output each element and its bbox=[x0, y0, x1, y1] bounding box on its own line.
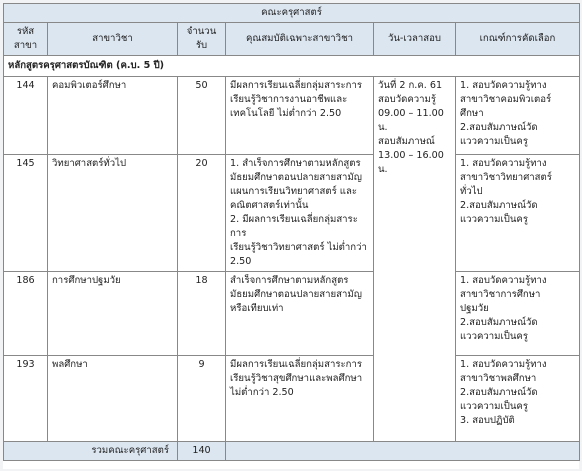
row-major: พลศึกษา bbox=[48, 356, 178, 442]
col-header-qualification: คุณสมบัติเฉพาะสาขาวิชา bbox=[226, 23, 374, 56]
table-row bbox=[4, 155, 580, 272]
faculty-header-row bbox=[4, 4, 580, 23]
col-header-code: รหัส สาขา bbox=[4, 23, 48, 56]
row-major: การศึกษาปฐมวัย bbox=[48, 272, 178, 356]
row-code: 144 bbox=[4, 77, 48, 155]
total-label: รวมคณะครุศาสตร์ bbox=[4, 442, 178, 461]
row-qualification: มีผลการเรียนเฉลี่ยกลุ่มสาระการ เรียนรู้วิชาการงานอาชีพและ เทคโนโลยี ไม่ต่ำกว่า 2.50 bbox=[226, 77, 374, 155]
admission-sheet bbox=[3, 3, 579, 469]
row-criteria: 1. สอบวัดความรู้ทาง สาขาวิชาการศึกษา ปฐมวัย 2.สอบสัมภาษณ์วัด แววความเป็นครู bbox=[456, 272, 580, 356]
row-quota: 20 bbox=[178, 155, 226, 272]
row-qualification: มีผลการเรียนเฉลี่ยกลุ่มสาระการ เรียนรู้วิชาสุขศึกษาและพลศึกษา ไม่ต่ำกว่า 2.50 bbox=[226, 356, 374, 442]
table-row bbox=[4, 272, 580, 356]
table-row bbox=[4, 77, 580, 155]
faculty-title: คณะครุศาสตร์ bbox=[4, 4, 580, 23]
admission-table bbox=[3, 3, 580, 461]
col-header-major: สาขาวิชา bbox=[48, 23, 178, 56]
row-major: คอมพิวเตอร์ศึกษา bbox=[48, 77, 178, 155]
total-row bbox=[4, 442, 580, 461]
row-quota: 18 bbox=[178, 272, 226, 356]
row-qualification: สำเร็จการศึกษาตามหลักสูตร มัธยมศึกษาตอนปลายสายสามัญ หรือเทียบเท่า bbox=[226, 272, 374, 356]
section-title: หลักสูตรครุศาสตรบัณฑิต (ค.บ. 5 ปี) bbox=[4, 56, 580, 77]
section-row bbox=[4, 56, 580, 77]
col-header-quota: จำนวน รับ bbox=[178, 23, 226, 56]
total-filler bbox=[226, 442, 580, 461]
table-row bbox=[4, 356, 580, 442]
total-value: 140 bbox=[178, 442, 226, 461]
row-quota: 9 bbox=[178, 356, 226, 442]
row-code: 145 bbox=[4, 155, 48, 272]
row-qualification: 1. สำเร็จการศึกษาตามหลักสูตร มัธยมศึกษาตอนปลายสายสามัญ แผนการเรียนวิทยาศาสตร์ และ คณิตศาสตร์เท่านั้น 2. มีผลการเรียนเฉลี่ยกลุ่มสาระการ เรียนรู้วิชาวิทยาศาสตร์ ไม่ต่ำกว่า 2.50 bbox=[226, 155, 374, 272]
row-code: 186 bbox=[4, 272, 48, 356]
row-criteria: 1. สอบวัดความรู้ทาง สาขาวิชาวิทยาศาสตร์ ทั่วไป 2.สอบสัมภาษณ์วัด แววความเป็นครู bbox=[456, 155, 580, 272]
col-header-exam: วัน-เวลาสอบ bbox=[374, 23, 456, 56]
exam-schedule: วันที่ 2 ก.ค. 61 สอบวัดความรู้ 09.00 – 11.00 น. สอบสัมภาษณ์ 13.00 – 16.00 น. bbox=[374, 77, 456, 442]
row-criteria: 1. สอบวัดความรู้ทาง สาขาวิชาพลศึกษา 2.สอบสัมภาษณ์วัด แววความเป็นครู 3. สอบปฏิบัติ bbox=[456, 356, 580, 442]
row-criteria: 1. สอบวัดความรู้ทาง สาขาวิชาคอมพิวเตอร์ ศึกษา 2.สอบสัมภาษณ์วัด แววความเป็นครู bbox=[456, 77, 580, 155]
row-major: วิทยาศาสตร์ทั่วไป bbox=[48, 155, 178, 272]
row-quota: 50 bbox=[178, 77, 226, 155]
column-header-row bbox=[4, 23, 580, 56]
col-header-criteria: เกณฑ์การคัดเลือก bbox=[456, 23, 580, 56]
row-code: 193 bbox=[4, 356, 48, 442]
